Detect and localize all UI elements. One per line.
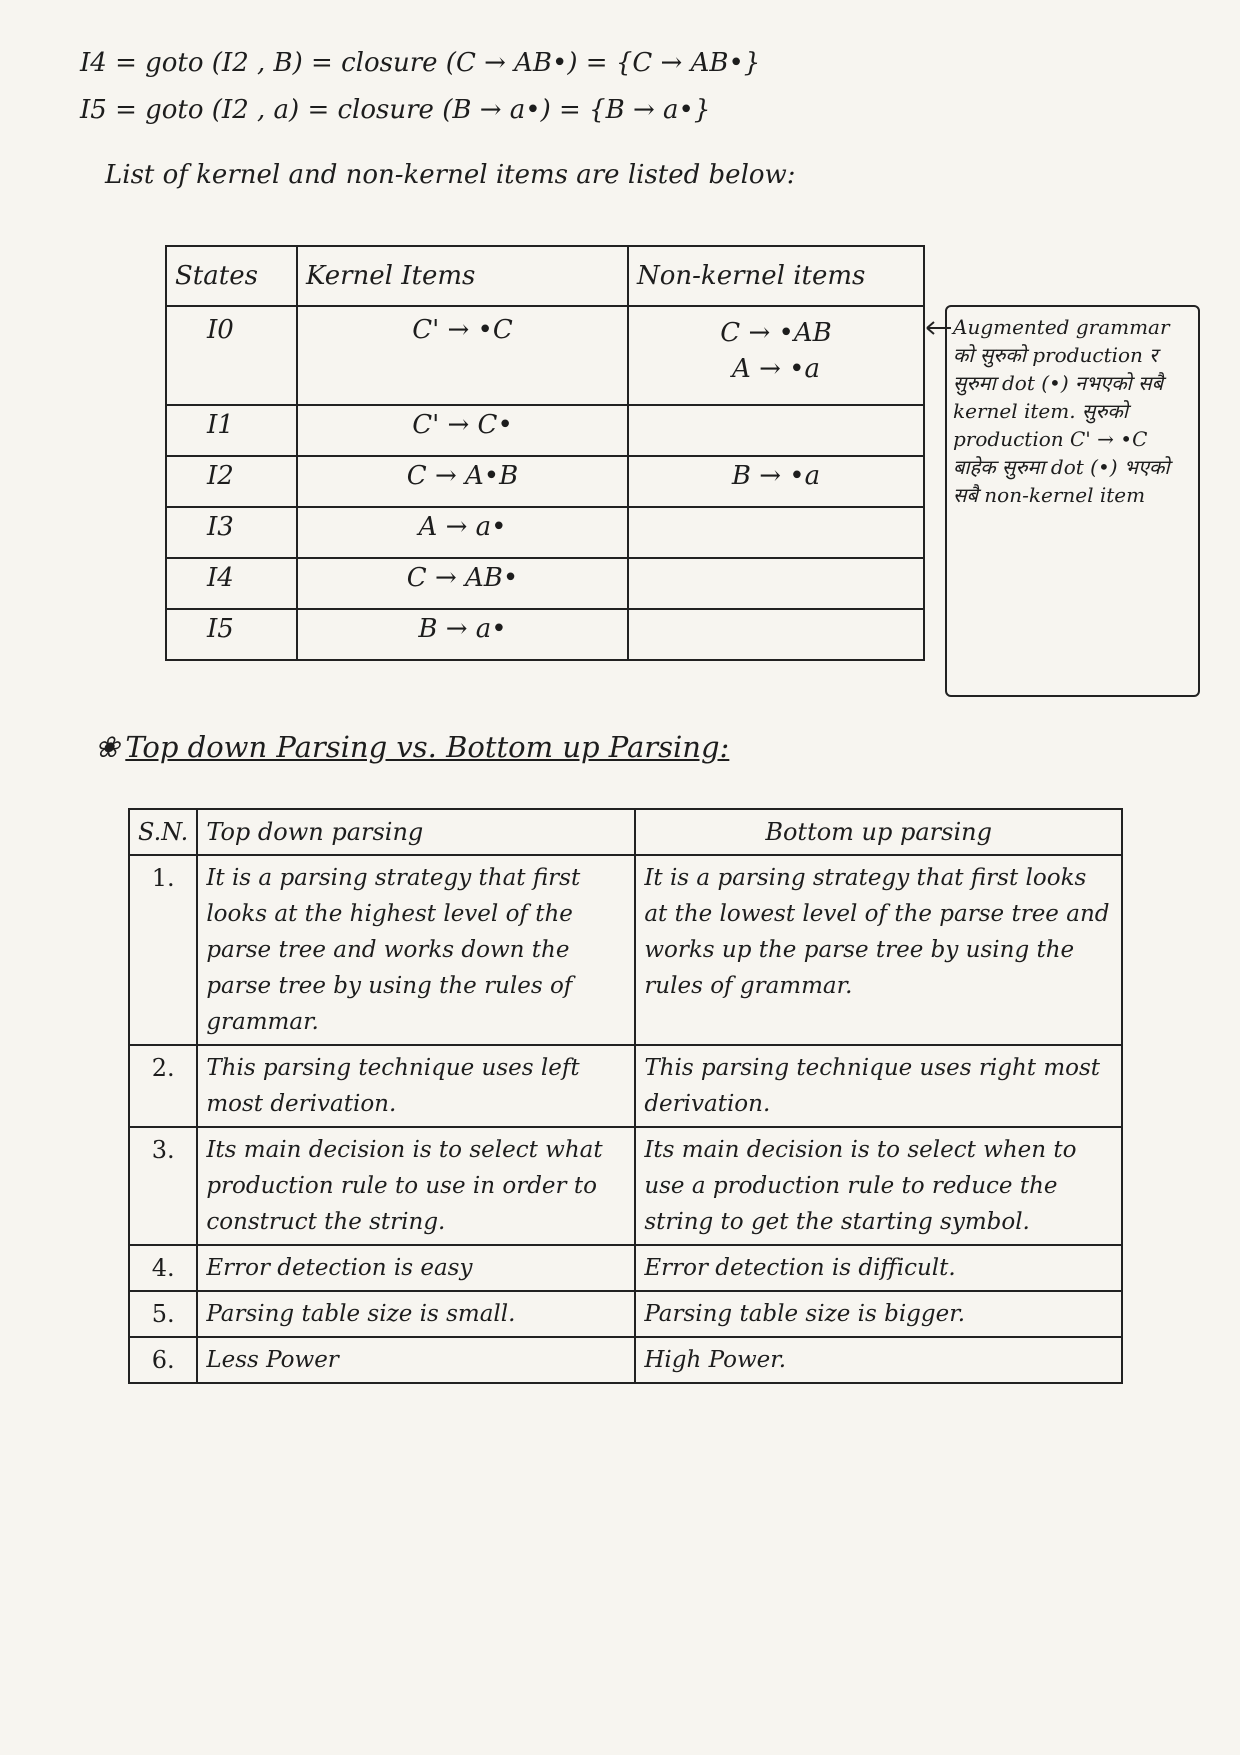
table-row [166, 609, 924, 660]
goto-i5-line: I5 = goto (I2 , a) = closure (B → a•) = {B → a•} [80, 95, 711, 125]
top-down-cell: This parsing technique uses left most derivation. [197, 1045, 635, 1127]
table-row [166, 507, 924, 558]
state-cell: I1 [166, 405, 297, 456]
margin-note: Augmented grammar को सुरुको production र सुरुमा dot (•) नभएको सबै kernel item. सुरुको production C' → •C बाहेक सुरुमा dot (•) भएको सबै non-kernel item [945, 305, 1200, 697]
table-row [166, 558, 924, 609]
sn-cell: 6. [129, 1337, 197, 1383]
kernel-cell: B → a• [297, 609, 628, 660]
kernel-cell: C' → •C [297, 306, 628, 405]
bottom-up-cell: This parsing technique uses right most derivation. [635, 1045, 1122, 1127]
nonkernel-cell: C → •AB A → •a [628, 306, 924, 405]
sn-cell: 4. [129, 1245, 197, 1291]
header-top-down: Top down parsing [197, 809, 635, 855]
state-cell: I4 [166, 558, 297, 609]
table-row [166, 456, 924, 507]
top-down-cell: Its main decision is to select what production rule to use in order to construct the string. [197, 1127, 635, 1245]
kernel-cell: A → a• [297, 507, 628, 558]
bottom-up-cell: Its main decision is to select when to use a production rule to reduce the string to get the starting symbol. [635, 1127, 1122, 1245]
kernel-cell: C → AB• [297, 558, 628, 609]
table-row [129, 1337, 1122, 1383]
nonkernel-cell [628, 405, 924, 456]
bottom-up-cell: Parsing table size is bigger. [635, 1291, 1122, 1337]
flower-bullet-icon: ❀ [95, 730, 120, 764]
header-nonkernel: Non-kernel items [628, 246, 924, 306]
section-heading [95, 730, 729, 764]
state-cell: I2 [166, 456, 297, 507]
table-row [166, 306, 924, 405]
kernel-cell: C → A•B [297, 456, 628, 507]
top-down-cell: Parsing table size is small. [197, 1291, 635, 1337]
comparison-table [128, 808, 1123, 1384]
header-sn: S.N. [129, 809, 197, 855]
items-table [165, 245, 925, 661]
bottom-up-cell: It is a parsing strategy that first looks at the lowest level of the parse tree and works up the parse tree by using the rules of grammar. [635, 855, 1122, 1045]
sn-cell: 1. [129, 855, 197, 1045]
goto-i4-line: I4 = goto (I2 , B) = closure (C → AB•) = {C → AB•} [80, 48, 761, 78]
header-kernel: Kernel Items [297, 246, 628, 306]
kernel-cell: C' → C• [297, 405, 628, 456]
header-states: States [166, 246, 297, 306]
sn-cell: 2. [129, 1045, 197, 1127]
heading-text: Top down Parsing vs. Bottom up Parsing: [125, 730, 730, 764]
bottom-up-cell: Error detection is difficult. [635, 1245, 1122, 1291]
bottom-up-cell: High Power. [635, 1337, 1122, 1383]
sn-cell: 3. [129, 1127, 197, 1245]
table-row [129, 1127, 1122, 1245]
comparison-header [129, 809, 1122, 855]
nonkernel-cell [628, 507, 924, 558]
sn-cell: 5. [129, 1291, 197, 1337]
state-cell: I5 [166, 609, 297, 660]
table-row [129, 1045, 1122, 1127]
nonkernel-cell: B → •a [628, 456, 924, 507]
items-intro-line: List of kernel and non-kernel items are listed below: [105, 160, 796, 190]
table-row [129, 1245, 1122, 1291]
nonkernel-cell [628, 609, 924, 660]
top-down-cell: Error detection is easy [197, 1245, 635, 1291]
nonkernel-cell [628, 558, 924, 609]
state-cell: I0 [166, 306, 297, 405]
table-row [166, 405, 924, 456]
table-row [129, 855, 1122, 1045]
items-table-header [166, 246, 924, 306]
state-cell: I3 [166, 507, 297, 558]
table-row [129, 1291, 1122, 1337]
top-down-cell: It is a parsing strategy that first looks at the highest level of the parse tree and works down the parse tree by using the rules of grammar. [197, 855, 635, 1045]
top-down-cell: Less Power [197, 1337, 635, 1383]
header-bottom-up: Bottom up parsing [635, 809, 1122, 855]
